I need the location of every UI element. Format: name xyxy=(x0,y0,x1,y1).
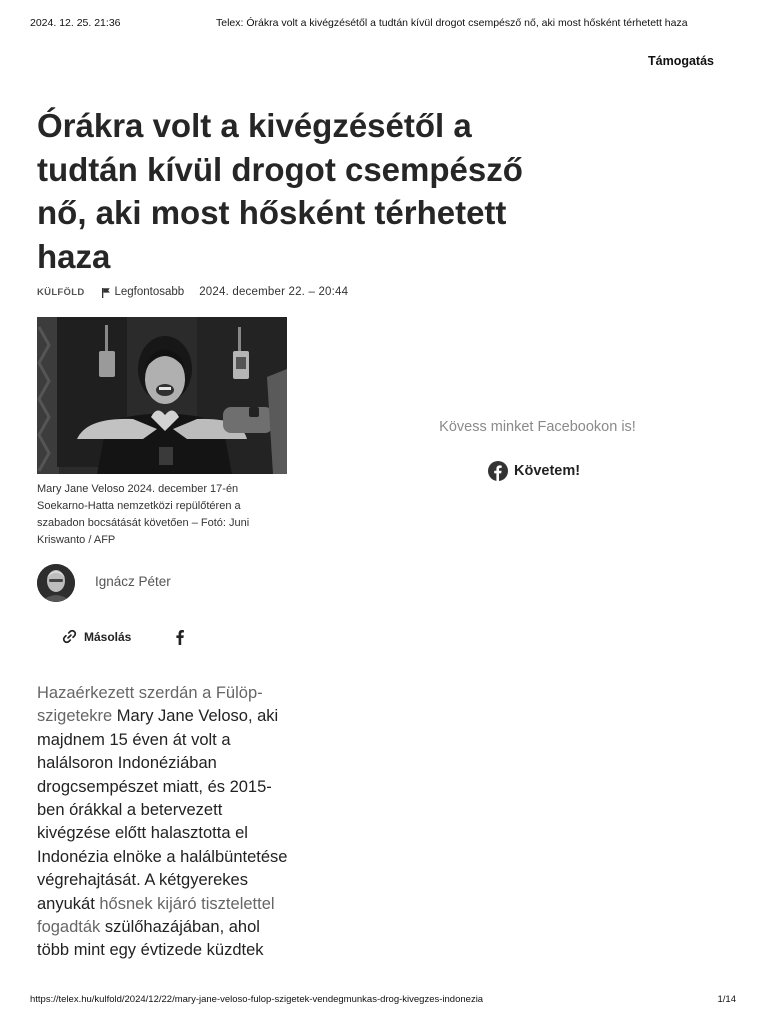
facebook-promo-text: Kövess minket Facebookon is! xyxy=(439,419,636,435)
flag-icon xyxy=(101,287,111,298)
priority-flag xyxy=(101,286,184,298)
facebook-icon xyxy=(173,629,187,645)
photo-illustration xyxy=(37,317,287,474)
body-link-arrival[interactable]: Hazaérkezett szerdán a Fülöp-szigetekre xyxy=(37,684,263,726)
support-link[interactable]: Támogatás xyxy=(648,54,714,68)
copy-label: Másolás xyxy=(84,629,132,644)
print-page-title: Telex: Órákra volt a kivégzésétől a tudtán kívül drogot csempésző nő, aki most hősként térhetett haza xyxy=(216,17,688,29)
facebook-circle-icon xyxy=(488,461,508,481)
publish-date: 2024. december 22. – 20:44 xyxy=(199,286,349,298)
follow-label: Követem! xyxy=(514,463,581,479)
category-link[interactable]: KÜLFÖLD xyxy=(37,286,85,298)
author-avatar[interactable] xyxy=(37,564,75,602)
copy-link-button[interactable] xyxy=(62,629,131,644)
flag-label: Legfontosabb xyxy=(114,286,185,298)
print-url: https://telex.hu/kulfold/2024/12/22/mary-jane-veloso-fulop-szigetek-vendegmunkas-drog-kivegzes-indonezia xyxy=(30,994,484,1005)
article-body-paragraph xyxy=(37,682,289,963)
print-datetime: 2024. 12. 25. 21:36 xyxy=(30,17,121,29)
author-portrait xyxy=(37,564,75,602)
body-text-1: Mary Jane Veloso, aki majdnem 15 éven át volt a halálsoron Indonéziában drogcsempészet miatt, és 2015-ben órákkal a betervezett kivégzése előtt halasztotta el Indonézia elnöke a halálbüntetése végrehajtását. A kétgyerekes anyukát xyxy=(37,707,288,913)
article-photo xyxy=(37,317,287,474)
article-headline: Órákra volt a kivégzésétől a tudtán kívül drogot csempésző nő, aki most hősként térhetett haza xyxy=(37,107,523,275)
print-page-number: 1/14 xyxy=(717,994,736,1005)
facebook-share-button[interactable] xyxy=(173,629,187,650)
article-meta xyxy=(37,286,348,298)
link-icon xyxy=(62,629,77,644)
photo-caption: Mary Jane Veloso 2024. december 17-én Soekarno-Hatta nemzetközi repülőtéren a szabadon bocsátását követően – Fotó: Juni Kriswanto / AFP xyxy=(37,483,250,546)
author-name[interactable]: Ignácz Péter xyxy=(95,574,171,589)
body-link-hero[interactable]: hősnek kijáró tisztelettel fogadták xyxy=(37,894,275,937)
body-text-2: szülőhazájában, ahol több mint egy évtizede küzdtek xyxy=(37,918,264,960)
facebook-follow-button[interactable] xyxy=(488,461,580,481)
